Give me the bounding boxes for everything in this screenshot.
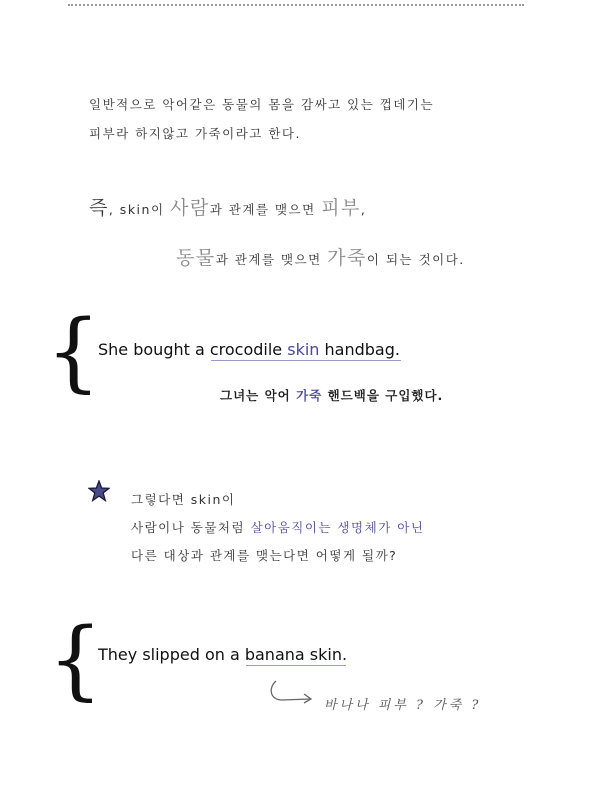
summary-lead: 즉	[89, 197, 109, 219]
example-2-pre: They slipped on a	[98, 645, 245, 664]
star-icon	[88, 480, 110, 502]
question-line-2	[131, 518, 424, 536]
question-line-1: 그렇다면 skin이	[131, 492, 236, 507]
summary-line-1	[89, 193, 366, 220]
example-1-mid: crocodile	[209, 340, 288, 359]
question-line-2-key: 살아움직이는 생명체가 아닌	[250, 520, 425, 535]
example-2-key: banana skin	[244, 645, 342, 664]
summary-sep: , skin이	[108, 202, 171, 217]
left-brace-2: {	[48, 610, 103, 710]
word-skin: 피부	[321, 197, 361, 219]
word-animal: 동물	[176, 247, 216, 269]
summary-line-2	[176, 243, 465, 270]
summary-end-2: 이 되는 것이다.	[366, 252, 465, 267]
example-1-translation	[220, 386, 443, 404]
example-1-pre: She bought a	[98, 340, 210, 359]
summary-end-1: ,	[360, 202, 367, 217]
translation-key: 가죽	[296, 388, 323, 403]
example-2-post: .	[341, 645, 348, 664]
word-leather: 가죽	[327, 247, 367, 269]
handwritten-note: 바나나 피부 ? 가죽 ?	[324, 698, 482, 713]
top-dotted-rule	[68, 4, 524, 6]
example-1-underline	[211, 360, 401, 361]
example-1-sentence	[98, 340, 400, 359]
curved-arrow-icon	[266, 678, 318, 708]
example-2-underline	[246, 665, 346, 666]
word-person: 사람	[170, 197, 210, 219]
left-brace-1: {	[46, 302, 101, 402]
example-1-key: skin	[287, 340, 320, 359]
example-2-sentence	[98, 645, 347, 664]
summary-mid-2: 과 관계를 맺으면	[215, 252, 328, 267]
example-1-post: handbag.	[319, 340, 400, 359]
translation-pre: 그녀는 악어	[220, 388, 297, 403]
translation-post: 핸드백을 구입했다.	[322, 388, 444, 403]
intro-line-2: 피부라 하지않고 가죽이라고 한다.	[89, 126, 301, 141]
question-line-3: 다른 대상과 관계를 맺는다면 어떻게 될까?	[131, 548, 398, 563]
summary-mid-1: 과 관계를 맺으면	[209, 202, 322, 217]
intro-line-1: 일반적으로 악어같은 동물의 몸을 감싸고 있는 껍데기는	[89, 97, 435, 112]
question-line-2-pre: 사람이나 동물처럼	[131, 520, 251, 535]
